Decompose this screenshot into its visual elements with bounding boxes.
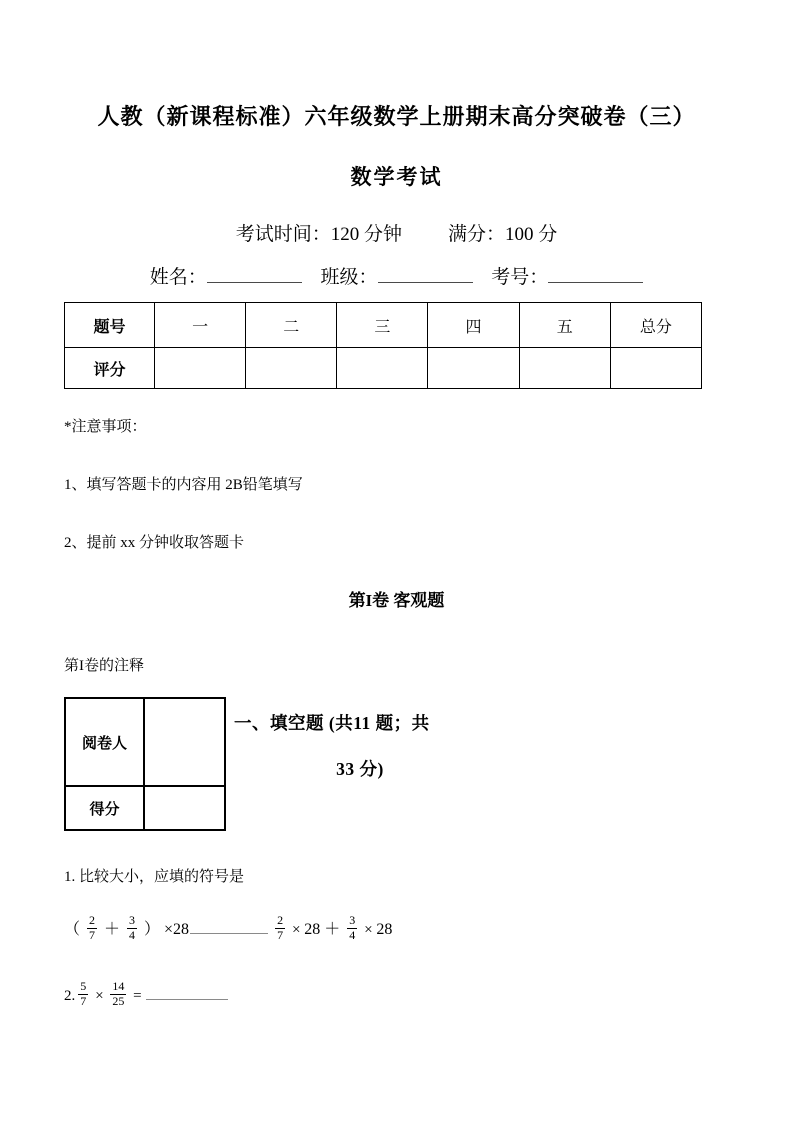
name-blank[interactable]: [207, 264, 302, 283]
exam-duration: 考试时间：120 分钟: [235, 224, 402, 245]
score-table-header-cell: 五: [519, 303, 610, 348]
score-table-header-cell: 四: [428, 303, 519, 348]
score-table-header-cell: 总分: [610, 303, 701, 348]
fraction: $\frac{2}{7}$: [89, 913, 96, 942]
exam-meta-line: [64, 219, 729, 246]
score-input-cell[interactable]: [144, 786, 225, 830]
score-label-cell: 得分: [65, 786, 144, 830]
question-1-text: 1. 比较大小，应填的符号是: [64, 869, 245, 885]
times-sign: ×: [94, 988, 105, 1004]
exam-subtitle: 数学考试: [350, 165, 443, 189]
fraction: $\frac{2}{7}$: [277, 913, 284, 942]
question-1-formula: [64, 910, 729, 950]
formula-text: =: [129, 988, 146, 1004]
score-table-header-cell: 三: [337, 303, 428, 348]
class-blank[interactable]: [378, 264, 473, 283]
times-sign: ×: [291, 922, 302, 938]
score-row-label: 评分: [65, 348, 155, 389]
times-sign: ×: [363, 922, 374, 938]
exam-no-field: [491, 267, 643, 288]
grader-box: [64, 697, 226, 831]
formula-text: ＋: [100, 921, 125, 938]
name-field: [150, 267, 302, 288]
exam-full-score: 满分：100 分: [448, 224, 558, 245]
volume-title: 第I卷 客观题: [348, 591, 445, 610]
name-label: 姓名：: [149, 267, 207, 288]
exam-no-label: 考号：: [491, 267, 549, 288]
exam-no-blank[interactable]: [548, 264, 643, 283]
section-one-heading: [234, 697, 486, 792]
score-table-header-cell: 二: [246, 303, 337, 348]
answer-blank[interactable]: [146, 985, 228, 1000]
score-cell[interactable]: [337, 348, 428, 389]
score-cell[interactable]: [428, 348, 519, 389]
class-field: [320, 267, 472, 288]
fraction: $\frac{3}{4}$: [129, 913, 136, 942]
score-cell[interactable]: [519, 348, 610, 389]
reviewer-label-cell: 阅卷人: [65, 698, 144, 786]
exam-title: 人教（新课程标准）六年级数学上册期末高分突破卷（三）: [97, 104, 696, 129]
fraction: $\frac{14}{25}$: [112, 979, 125, 1009]
student-info-line: [64, 262, 729, 289]
section-heading-line1: 一、填空题 (共11 题；共: [234, 713, 430, 733]
notes-title: *注意事项：: [64, 419, 147, 435]
formula-text: 28 ＋: [304, 921, 345, 938]
volume-note: 第I卷的注释: [64, 658, 144, 674]
score-table: [64, 302, 702, 389]
score-table-header-cell: 题号: [65, 303, 155, 348]
question-2-formula: [64, 976, 729, 1016]
reviewer-input-cell[interactable]: [144, 698, 225, 786]
score-table-score-row: [65, 348, 702, 389]
formula-text: 28: [376, 921, 393, 938]
note-item: 1、填写答题卡的内容用 2B铅笔填写: [64, 477, 303, 493]
formula-text: （: [64, 921, 85, 938]
fraction: $\frac{5}{7}$: [80, 979, 87, 1009]
answer-blank[interactable]: [190, 918, 268, 934]
section-heading-line2: 33 分): [336, 759, 384, 779]
formula-text: 2.: [64, 988, 76, 1004]
class-label: 班级：: [320, 267, 378, 288]
score-cell[interactable]: [246, 348, 337, 389]
score-cell[interactable]: [155, 348, 246, 389]
grader-row: [64, 697, 729, 831]
score-table-header-row: [65, 303, 702, 348]
formula-text: ） ×28: [140, 921, 190, 938]
note-item: 2、提前 xx 分钟收取答题卡: [64, 535, 245, 551]
fraction: $\frac{3}{4}$: [349, 913, 356, 942]
score-table-header-cell: 一: [155, 303, 246, 348]
score-cell[interactable]: [610, 348, 701, 389]
